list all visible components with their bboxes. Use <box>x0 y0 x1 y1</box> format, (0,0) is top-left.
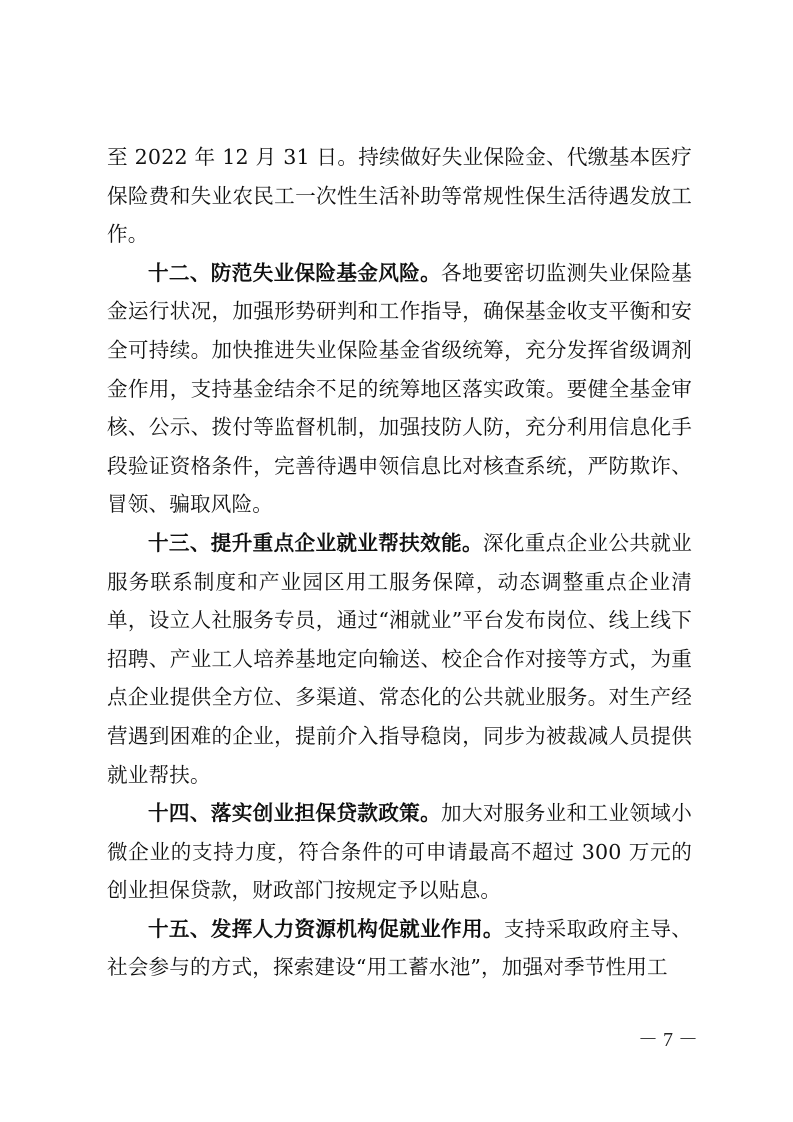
section-heading: 十三、提升重点企业就业帮扶效能。 <box>148 530 483 555</box>
paragraph-section-15 <box>107 910 692 987</box>
paragraph-body: 支持采取政府主导、社会参与的方式，探索建设“用工蓄水池”，加强对季节性用工 <box>107 916 692 980</box>
paragraph-section-12 <box>107 254 692 524</box>
paragraph-body: 深化重点企业公共就业服务联系制度和产业园区用工服务保障，动态调整重点企业清单，设立人社服务专员，通过“湘就业”平台发布岗位、线上线下招聘、产业工人培养基地定向输送、校企合作对接等方式，为重点企业提供全方位、多渠道、常态化的公共就业服务。对生产经营遇到困难的企业，提前介入指导稳岗，同步为被裁减人员提供就业帮扶。 <box>107 530 693 787</box>
paragraph-section-13 <box>107 524 692 794</box>
page-number: － 7 － <box>638 1029 698 1051</box>
paragraph-section-14 <box>107 794 692 910</box>
section-heading: 十四、落实创业担保贷款政策。 <box>148 801 442 826</box>
paragraph-body: 各地要密切监测失业保险基金运行状况，加强形势研判和工作指导，确保基金收支平衡和安全可持续。加快推进失业保险基金省级统筹，充分发挥省级调剂金作用，支持基金结余不足的统筹地区落实政策。要健全基金审核、公示、拨付等监督机制，加强技防人防，充分利用信息化手段验证资格条件，完善待遇申领信息比对核查系统，严防欺诈、冒领、骗取风险。 <box>107 260 692 517</box>
paragraph-body: 至 2022 年 12 月 31 日。持续做好失业保险金、代缴基本医疗保险费和失业农民工一次性生活补助等常规性保生活待遇发放工作。 <box>107 145 692 247</box>
paragraph-body: 加大对服务业和工业领域小微企业的支持力度，符合条件的可申请最高不超过 300 万元的创业担保贷款，财政部门按规定予以贴息。 <box>107 801 692 903</box>
paragraph-continuation <box>107 138 692 254</box>
section-heading: 十二、防范失业保险基金风险。 <box>148 260 442 285</box>
document-body <box>107 138 692 987</box>
section-heading: 十五、发挥人力资源机构促就业作用。 <box>148 916 504 941</box>
